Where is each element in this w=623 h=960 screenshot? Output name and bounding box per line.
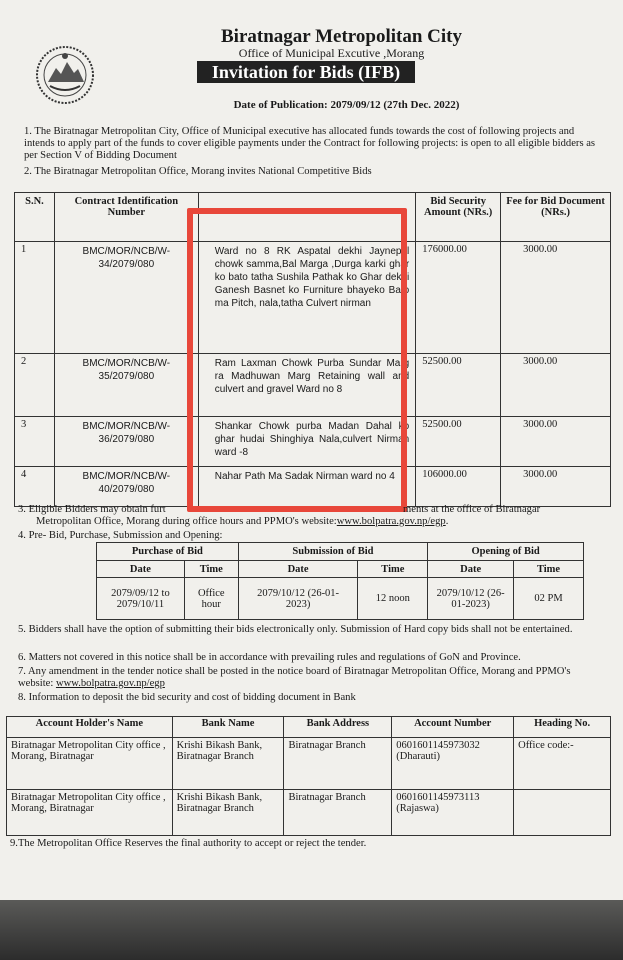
bank-table — [6, 716, 611, 836]
cell-contract: BMC/MOR/NCB/W-40/2079/080 — [54, 467, 198, 507]
cell-security: 52500.00 — [416, 354, 501, 417]
item-3-text: Metropolitan Office, Morang during office hours and PPMO's website: — [36, 516, 337, 527]
cell-fee: 3000.00 — [501, 354, 611, 417]
col-header-fee: Fee for Bid Document (NRs.) — [501, 193, 611, 242]
table-row — [15, 417, 611, 467]
table-row — [15, 467, 611, 507]
cell-sn: 2 — [15, 354, 55, 417]
cell-heading — [514, 790, 611, 836]
cell-holder: Biratnagar Metropolitan City office , Morang, Biratnagar — [7, 738, 173, 790]
note-8: 8. Information to deposit the bid security and cost of bidding document in Bank — [18, 692, 356, 703]
cell-security: 106000.00 — [416, 467, 501, 507]
cell-security: 176000.00 — [416, 242, 501, 354]
bolpatra-link[interactable]: www.bolpatra.gov.np/egp — [336, 516, 446, 527]
col-date: Date — [97, 561, 185, 578]
opening-date: 2079/10/12 (26-01-2023) — [428, 578, 514, 620]
col-header-bank: Bank Name — [172, 717, 284, 738]
item-3-period: . — [445, 516, 449, 527]
cell-bank: Krishi Bikash Bank, Biratnagar Branch — [172, 790, 284, 836]
col-time: Time — [358, 561, 428, 578]
cell-account: 0601601145973032 (Dharauti) — [392, 738, 514, 790]
opening-time: 02 PM — [514, 578, 584, 620]
cell-work-name: Nahar Path Ma Sadak Nirman ward no 4 — [198, 467, 415, 507]
col-header-name — [198, 193, 415, 242]
cell-sn: 4 — [15, 467, 55, 507]
group-submission: Submission of Bid — [238, 543, 427, 561]
group-opening: Opening of Bid — [428, 543, 584, 561]
cell-sn: 3 — [15, 417, 55, 467]
publication-date: Date of Publication: 2079/09/12 (27th Dec. 2022) — [233, 99, 460, 111]
cell-heading: Office code:- — [514, 738, 611, 790]
cell-address: Biratnagar Branch — [284, 738, 392, 790]
schedule-group-row — [97, 543, 584, 561]
table-row — [15, 354, 611, 417]
cell-holder: Biratnagar Metropolitan City office , Morang, Biratnagar — [7, 790, 173, 836]
purchase-date: 2079/09/12 to 2079/10/11 — [97, 578, 185, 620]
col-header-account: Account Number — [392, 717, 514, 738]
cell-contract: BMC/MOR/NCB/W-35/2079/080 — [54, 354, 198, 417]
cell-contract: BMC/MOR/NCB/W-36/2079/080 — [54, 417, 198, 467]
cell-fee: 3000.00 — [501, 467, 611, 507]
cell-sn: 1 — [15, 242, 55, 354]
intro-item-1: 1. The Biratnagar Metropolitan City, Office of Municipal executive has allocated funds towards the cost of following projects and intends to apply part of the funds to cover eligible payments under the Contract for following projects: is open to all eligible bidders as per Section V of Bidding Document — [24, 126, 596, 161]
item-3-end: ments at the office of Biratnagar — [403, 504, 541, 515]
bids-table-header — [15, 193, 611, 242]
col-header-holder: Account Holder's Name — [7, 717, 173, 738]
cell-bank: Krishi Bikash Bank, Biratnagar Branch — [172, 738, 284, 790]
schedule-value-row — [97, 578, 584, 620]
item-3-line2 — [36, 516, 448, 528]
cell-security: 52500.00 — [416, 417, 501, 467]
table-row — [15, 242, 611, 354]
cell-work-name: Shankar Chowk purba Madan Dahal ko ghar hudai Shinghiya Nala,culvert Nirman ward -8 — [198, 417, 415, 467]
table-row — [7, 738, 611, 790]
col-date: Date — [428, 561, 514, 578]
col-time: Time — [514, 561, 584, 578]
bank-table-header — [7, 717, 611, 738]
table-row — [7, 790, 611, 836]
intro-item-2: 2. The Biratnagar Metropolitan Office, Morang invites National Competitive Bids — [24, 166, 372, 177]
header-title: Biratnagar Metropolitan City — [221, 26, 462, 47]
submission-time: 12 noon — [358, 578, 428, 620]
header-subtitle: Office of Municipal Excutive ,Morang — [238, 46, 425, 60]
cell-work-name: Ward no 8 RK Aspatal dekhi Jaynepal chowk samma,Bal Marga ,Durga karki ghar ko bato tatha Sushila Pathak ko Ghar dekhi Ganesh Basnet ko Furniture bhayeko Bato ma Pitch, nala,tatha Culvert nirman — [198, 242, 415, 354]
group-purchase: Purchase of Bid — [97, 543, 239, 561]
cell-account: 0601601145973113 (Rajaswa) — [392, 790, 514, 836]
col-header-security: Bid Security Amount (NRs.) — [416, 193, 501, 242]
col-header-address: Bank Address — [284, 717, 392, 738]
page-shadow — [0, 900, 623, 960]
item-3-start: 3. Eligible Bidders may obtain furt — [18, 504, 166, 515]
note-7-text: 7. Any amendment in the tender notice shall be posted in the notice board of Biratnagar Metropolitan Office, Morang and PPMO's website: — [18, 666, 571, 689]
purchase-time: Office hour — [184, 578, 238, 620]
col-header-heading: Heading No. — [514, 717, 611, 738]
col-header-contract: Contract Identification Number — [54, 193, 198, 242]
item-4: 4. Pre- Bid, Purchase, Submission and Opening: — [18, 530, 223, 541]
note-6: 6. Matters not covered in this notice shall be in accordance with prevailing rules and regulations of GoN and Province. — [18, 652, 521, 663]
note-5: 5. Bidders shall have the option of submitting their bids electronically only. Submission of Hard copy bids shall not be entertained. — [18, 624, 573, 635]
cell-fee: 3000.00 — [501, 242, 611, 354]
bolpatra-link[interactable]: www.bolpatra.gov.np/egp — [55, 678, 165, 689]
ifb-banner: Invitation for Bids (IFB) — [197, 61, 415, 83]
note-7 — [18, 666, 602, 690]
col-date: Date — [238, 561, 358, 578]
schedule-col-row — [97, 561, 584, 578]
col-header-sn: S.N. — [15, 193, 55, 242]
bids-table — [14, 192, 611, 507]
cell-work-name: Ram Laxman Chowk Purba Sundar Marg ra Madhuwan Marg Retaining wall and culvert and gravel Ward no 8 — [198, 354, 415, 417]
cell-contract: BMC/MOR/NCB/W-34/2079/080 — [54, 242, 198, 354]
footer-note: 9.The Metropolitan Office Reserves the final authority to accept or reject the tender. — [10, 838, 367, 849]
schedule-table — [96, 542, 584, 620]
cell-address: Biratnagar Branch — [284, 790, 392, 836]
col-time: Time — [184, 561, 238, 578]
submission-date: 2079/10/12 (26-01-2023) — [238, 578, 358, 620]
cell-fee: 3000.00 — [501, 417, 611, 467]
